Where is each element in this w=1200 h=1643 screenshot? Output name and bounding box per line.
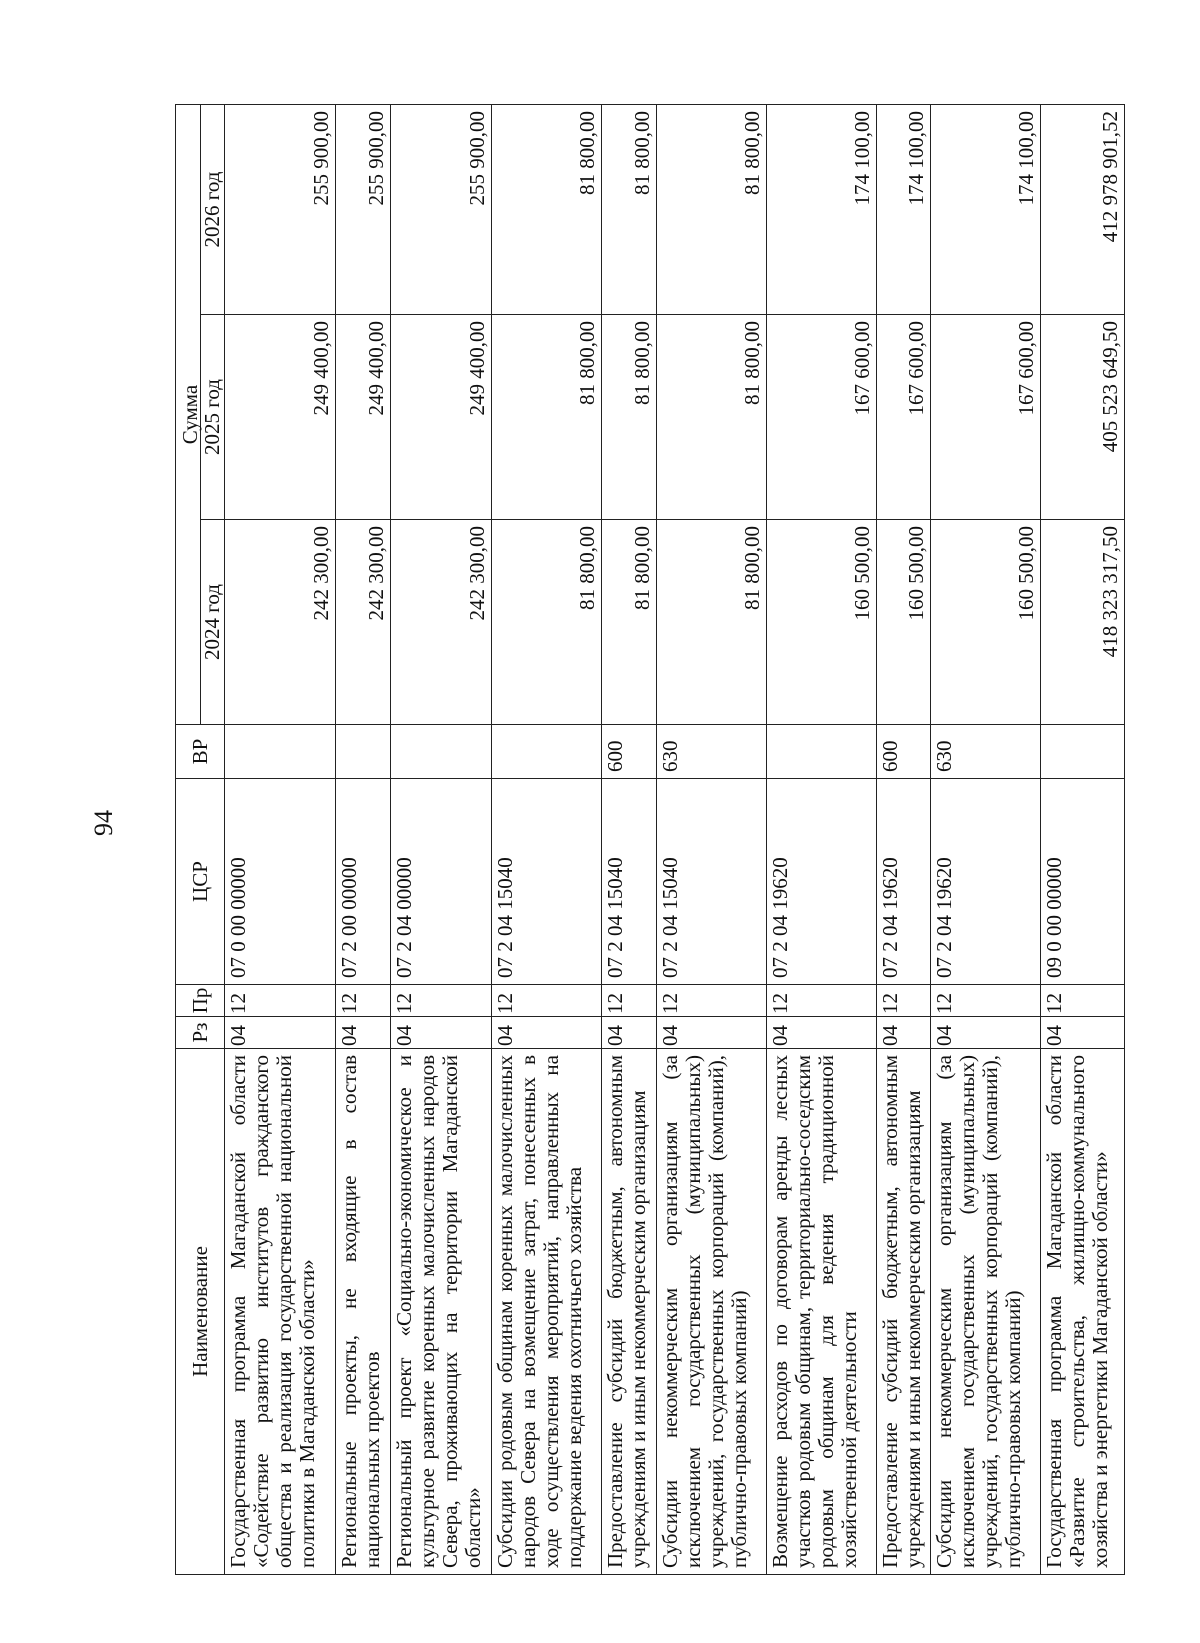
row-csr: 07 2 04 15040 bbox=[602, 779, 656, 985]
row-2026: 412 978 901,52 bbox=[1041, 105, 1125, 315]
row-rz: 04 bbox=[766, 1017, 876, 1049]
row-pr: 12 bbox=[602, 985, 656, 1017]
row-2025: 249 400,00 bbox=[390, 315, 492, 520]
row-name: Предоставление субсидий бюджетным, автономным учреждениям и иным некоммерческим организациям bbox=[876, 1049, 930, 1575]
row-rz: 04 bbox=[876, 1017, 930, 1049]
row-pr: 12 bbox=[492, 985, 602, 1017]
table-row bbox=[336, 105, 390, 1575]
row-name: Государственная программа Магаданской области «Содействие развитию институтов гражданского общества и реализация государственной национальной политики в Магаданской области» bbox=[225, 1049, 336, 1575]
header-csr: ЦСР bbox=[176, 779, 225, 985]
row-2024: 81 800,00 bbox=[492, 520, 602, 725]
row-rz: 04 bbox=[390, 1017, 492, 1049]
row-name: Предоставление субсидий бюджетным, автономным учреждениям и иным некоммерческим организациям bbox=[602, 1049, 656, 1575]
row-name: Субсидии некоммерческим организациям (за исключением государственных (муниципальных) учреждений, государственных корпораций (компаний), публично-правовых компаний) bbox=[931, 1049, 1041, 1575]
header-rz: Рз bbox=[176, 1017, 225, 1049]
row-pr: 12 bbox=[225, 985, 336, 1017]
table-row bbox=[876, 105, 930, 1575]
row-vr bbox=[225, 725, 336, 779]
row-csr: 07 2 04 19620 bbox=[766, 779, 876, 985]
row-vr: 600 bbox=[876, 725, 930, 779]
row-2026: 81 800,00 bbox=[656, 105, 766, 315]
row-2024: 160 500,00 bbox=[766, 520, 876, 725]
row-name: Субсидии родовым общинам коренных малочисленных народов Севера на возмещение затрат, понесенных в ходе осуществления мероприятий, направленных на поддержание ведения охотничьего хозяйства bbox=[492, 1049, 602, 1575]
table-row bbox=[766, 105, 876, 1575]
row-pr: 12 bbox=[656, 985, 766, 1017]
row-2024: 242 300,00 bbox=[225, 520, 336, 725]
row-2026: 81 800,00 bbox=[602, 105, 656, 315]
row-2025: 81 800,00 bbox=[602, 315, 656, 520]
row-2025: 249 400,00 bbox=[225, 315, 336, 520]
row-rz: 04 bbox=[1041, 1017, 1125, 1049]
row-pr: 12 bbox=[390, 985, 492, 1017]
row-csr: 07 2 04 19620 bbox=[876, 779, 930, 985]
row-2024: 81 800,00 bbox=[656, 520, 766, 725]
row-csr: 07 2 04 15040 bbox=[656, 779, 766, 985]
row-2024: 160 500,00 bbox=[876, 520, 930, 725]
row-csr: 07 2 04 00000 bbox=[390, 779, 492, 985]
row-2025: 81 800,00 bbox=[656, 315, 766, 520]
row-2026: 255 900,00 bbox=[225, 105, 336, 315]
table-row bbox=[390, 105, 492, 1575]
table-row bbox=[656, 105, 766, 1575]
row-vr bbox=[390, 725, 492, 779]
row-2025: 167 600,00 bbox=[931, 315, 1041, 520]
row-vr bbox=[1041, 725, 1125, 779]
row-pr: 12 bbox=[766, 985, 876, 1017]
row-name: Региональные проекты, не входящие в состав национальных проектов bbox=[336, 1049, 390, 1575]
header-2025: 2025 год bbox=[201, 315, 225, 520]
row-pr: 12 bbox=[931, 985, 1041, 1017]
row-name: Государственная программа Магаданской области «Развитие строительства, жилищно-коммунального хозяйства и энергетики Магаданской области» bbox=[1041, 1049, 1125, 1575]
header-2024: 2024 год bbox=[201, 520, 225, 725]
table-row bbox=[602, 105, 656, 1575]
row-2026: 255 900,00 bbox=[336, 105, 390, 315]
row-2026: 174 100,00 bbox=[876, 105, 930, 315]
rotated-table-container bbox=[175, 105, 1125, 1575]
row-2025: 167 600,00 bbox=[766, 315, 876, 520]
header-name: Наименование bbox=[176, 1049, 225, 1575]
row-2026: 174 100,00 bbox=[766, 105, 876, 315]
header-sum: Сумма bbox=[176, 105, 201, 725]
row-name: Региональный проект «Социально-экономическое и культурное развитие коренных малочисленных народов Севера, проживающих на территории Магаданской области» bbox=[390, 1049, 492, 1575]
row-2025: 405 523 649,50 bbox=[1041, 315, 1125, 520]
row-2024: 81 800,00 bbox=[602, 520, 656, 725]
header-pr: Пр bbox=[176, 985, 225, 1017]
row-pr: 12 bbox=[336, 985, 390, 1017]
row-2025: 81 800,00 bbox=[492, 315, 602, 520]
row-rz: 04 bbox=[656, 1017, 766, 1049]
row-2024: 418 323 317,50 bbox=[1041, 520, 1125, 725]
table-row bbox=[931, 105, 1041, 1575]
table-row bbox=[492, 105, 602, 1575]
row-2025: 249 400,00 bbox=[336, 315, 390, 520]
table-row bbox=[225, 105, 336, 1575]
row-2024: 242 300,00 bbox=[390, 520, 492, 725]
row-2026: 174 100,00 bbox=[931, 105, 1041, 315]
row-rz: 04 bbox=[336, 1017, 390, 1049]
row-csr: 07 0 00 00000 bbox=[225, 779, 336, 985]
row-name: Возмещение расходов по договорам аренды лесных участков родовым общинам, территориально-соседским родовым общинам для ведения традиционной хозяйственной деятельности bbox=[766, 1049, 876, 1575]
row-rz: 04 bbox=[931, 1017, 1041, 1049]
row-2024: 160 500,00 bbox=[931, 520, 1041, 725]
row-csr: 07 2 00 00000 bbox=[336, 779, 390, 985]
page-number: 94 bbox=[89, 810, 118, 836]
row-vr: 630 bbox=[931, 725, 1041, 779]
row-pr: 12 bbox=[1041, 985, 1125, 1017]
row-rz: 04 bbox=[602, 1017, 656, 1049]
row-2025: 167 600,00 bbox=[876, 315, 930, 520]
row-vr bbox=[766, 725, 876, 779]
row-vr bbox=[492, 725, 602, 779]
row-pr: 12 bbox=[876, 985, 930, 1017]
table-row bbox=[1041, 105, 1125, 1575]
row-2026: 81 800,00 bbox=[492, 105, 602, 315]
row-rz: 04 bbox=[492, 1017, 602, 1049]
row-2026: 255 900,00 bbox=[390, 105, 492, 315]
header-2026: 2026 год bbox=[201, 105, 225, 315]
row-name: Субсидии некоммерческим организациям (за исключением государственных (муниципальных) учреждений, государственных корпораций (компаний), публично-правовых компаний) bbox=[656, 1049, 766, 1575]
row-csr: 09 0 00 00000 bbox=[1041, 779, 1125, 985]
budget-table bbox=[175, 104, 1125, 1575]
row-vr: 630 bbox=[656, 725, 766, 779]
row-rz: 04 bbox=[225, 1017, 336, 1049]
row-vr bbox=[336, 725, 390, 779]
row-csr: 07 2 04 19620 bbox=[931, 779, 1041, 985]
row-csr: 07 2 04 15040 bbox=[492, 779, 602, 985]
row-2024: 242 300,00 bbox=[336, 520, 390, 725]
header-vr: ВР bbox=[176, 725, 225, 779]
row-vr: 600 bbox=[602, 725, 656, 779]
